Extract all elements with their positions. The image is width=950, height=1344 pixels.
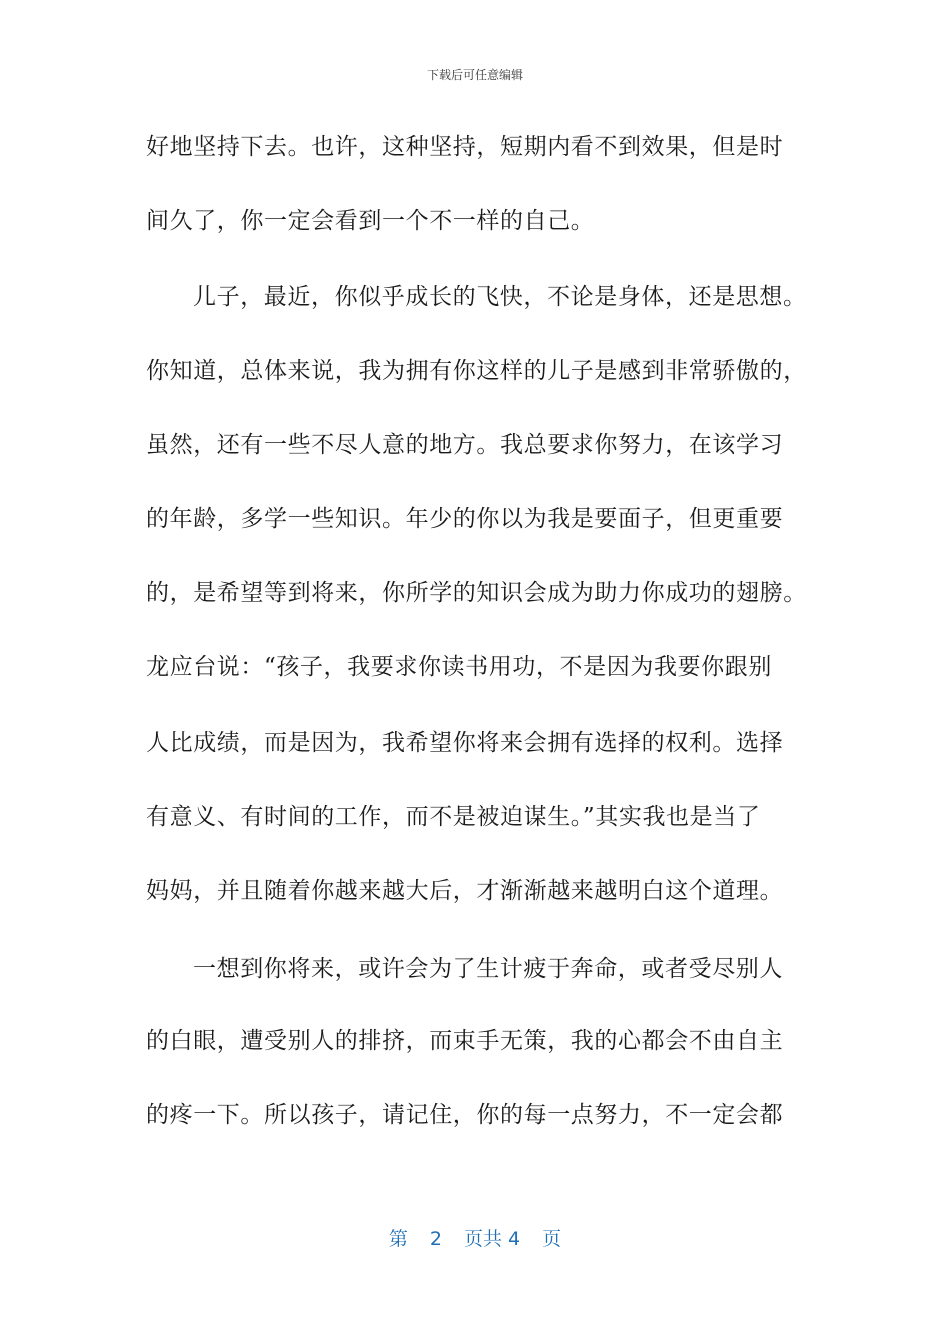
body-line: 你知道，总体来说，我为拥有你这样的儿子是感到非常骄傲的，: [146, 358, 807, 384]
body-line: 妈妈，并且随着你越来越大后，才渐渐越来越明白这个道理。: [146, 878, 784, 904]
header-note: 下载后可任意编辑: [426, 68, 523, 82]
body-line: 的年龄，多学一些知识。年少的你以为我是要面子，但更重要: [146, 506, 784, 532]
body-line: 好地坚持下去。也许，这种坚持，短期内看不到效果，但是时: [146, 134, 784, 160]
footer-suffix: 页: [542, 1228, 562, 1250]
body-line: 的白眼，遭受别人的排挤，而束手无策，我的心都会不由自主: [146, 1028, 784, 1054]
body-line: 龙应台说：“孩子，我要求你读书用功，不是因为我要你跟别: [146, 654, 772, 680]
body-line: 间久了，你一定会看到一个不一样的自己。: [146, 208, 595, 234]
body-line: 虽然，还有一些不尽人意的地方。我总要求你努力，在该学习: [146, 432, 784, 458]
page-footer: [0, 1224, 950, 1251]
body-line: 儿子，最近，你似乎成长的飞快，不论是身体，还是思想。: [193, 284, 807, 310]
total-pages-number: 4: [508, 1228, 521, 1250]
body-line: 一想到你将来，或许会为了生计疲于奔命，或者受尽别人: [193, 956, 783, 982]
footer-prefix: 第: [388, 1228, 408, 1250]
body-line: 的疼一下。所以孩子，请记住，你的每一点努力，不一定会都: [146, 1102, 784, 1128]
footer-middle: 页共: [463, 1228, 502, 1250]
current-page-number: 2: [429, 1228, 442, 1250]
body-line: 的，是希望等到将来，你所学的知识会成为助力你成功的翅膀。: [146, 580, 807, 606]
body-line: 有意义、有时间的工作，而不是被迫谋生。”其实我也是当了: [146, 804, 761, 830]
body-line: 人比成绩，而是因为，我希望你将来会拥有选择的权利。选择: [146, 730, 784, 756]
